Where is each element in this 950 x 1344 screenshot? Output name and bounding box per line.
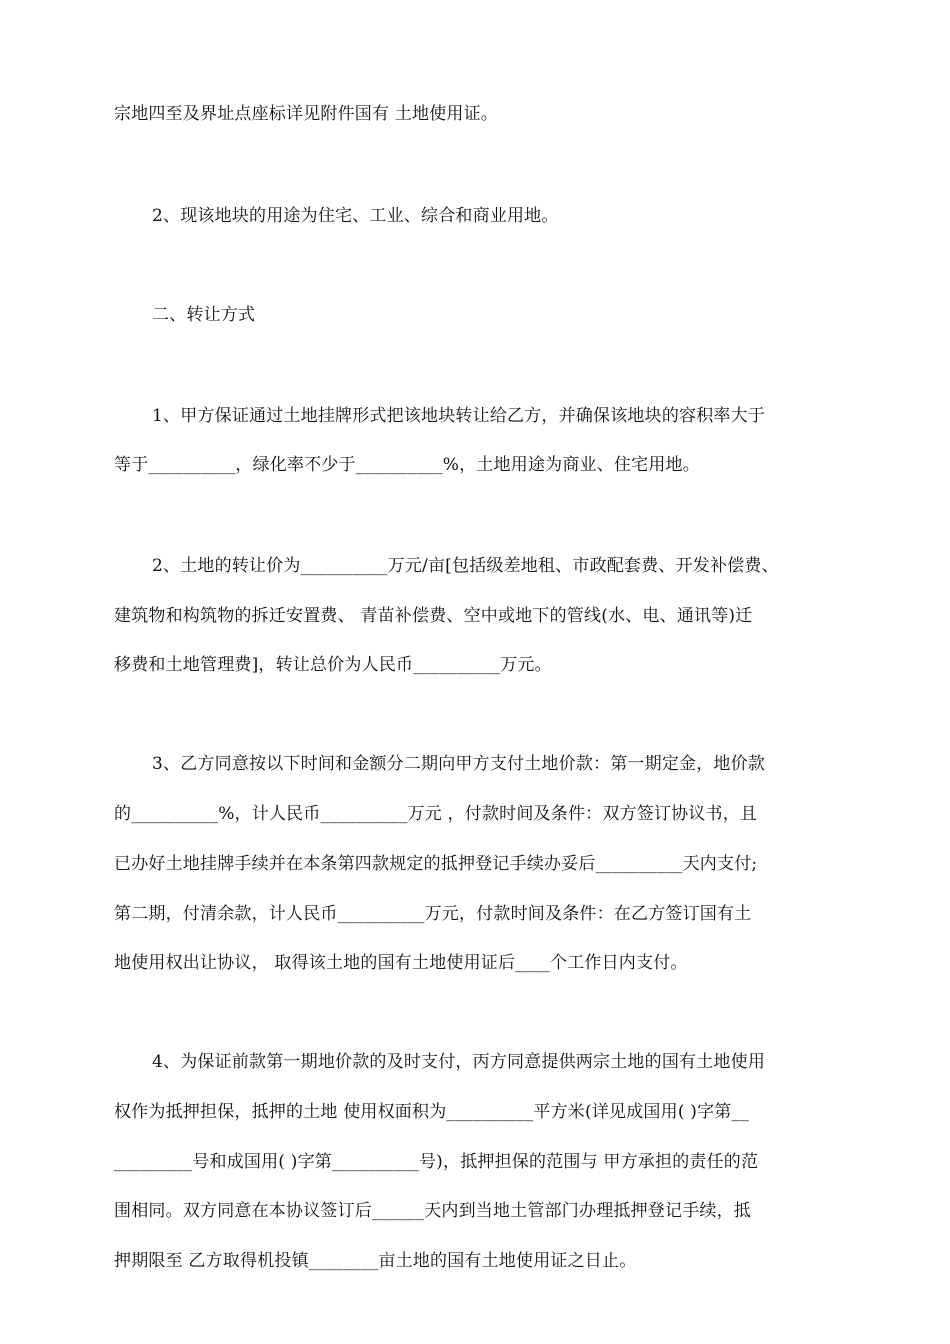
- clause-4-line-3: _________号和成国用( )字第__________号)，抵押担保的范围与 甲方承担的责任的范: [114, 1152, 759, 1172]
- clause-2-purpose: 2、现该地块的用途为住宅、工业、综合和商业用地。: [152, 206, 559, 226]
- clause-3-line-5: 地使用权出让协议， 取得该土地的国有土地使用证后____个工作日内支付。: [114, 953, 688, 973]
- clause-3-line-3: 已办好土地挂牌手续并在本条第四款规定的抵押登记手续办妥后__________天内支付;: [114, 854, 758, 874]
- clause-2-line-1: 2、土地的转让价为__________万元/亩[包括级差地租、市政配套费、开发补偿费、: [152, 556, 779, 576]
- text-line: 宗地四至及界址点座标详见附件国有 土地使用证。: [114, 104, 499, 124]
- clause-3-line-2: 的__________%，计人民币__________万元 ，付款时间及条件：双方签订协议书，且: [114, 804, 758, 824]
- clause-1-line-1: 1、甲方保证通过土地挂牌形式把该地块转让给乙方，并确保该地块的容积率大于: [152, 406, 766, 426]
- clause-2-line-3: 移费和土地管理费]，转让总价为人民币__________万元。: [114, 655, 552, 675]
- clause-2-line-2: 建筑物和构筑物的拆迁安置费、 青苗补偿费、空中或地下的管线(水、电、通讯等)迁: [114, 606, 753, 626]
- clause-3-line-1: 3、乙方同意按以下时间和金额分二期向甲方支付土地价款：第一期定金，地价款: [152, 754, 766, 774]
- clause-4-line-2: 权作为抵押担保，抵押的土地 使用权面积为__________平方米(详见成国用( )字第__: [114, 1102, 749, 1122]
- clause-4-line-1: 4、为保证前款第一期地价款的及时支付，丙方同意提供两宗土地的国有土地使用: [152, 1052, 766, 1072]
- clause-4-line-4: 围相同。双方同意在本协议签订后______天内到当地土管部门办理抵押登记手续，抵: [114, 1201, 751, 1221]
- clause-1-line-2: 等于__________，绿化率不少于__________%，土地用途为商业、住宅用地。: [114, 455, 700, 475]
- section-heading-transfer-method: 二、转让方式: [152, 305, 256, 325]
- clause-4-line-5: 押期限至 乙方取得机投镇________亩土地的国有土地使用证之日止。: [114, 1251, 637, 1271]
- clause-3-line-4: 第二期，付清余款，计人民币__________万元，付款时间及条件：在乙方签订国有土: [114, 904, 752, 924]
